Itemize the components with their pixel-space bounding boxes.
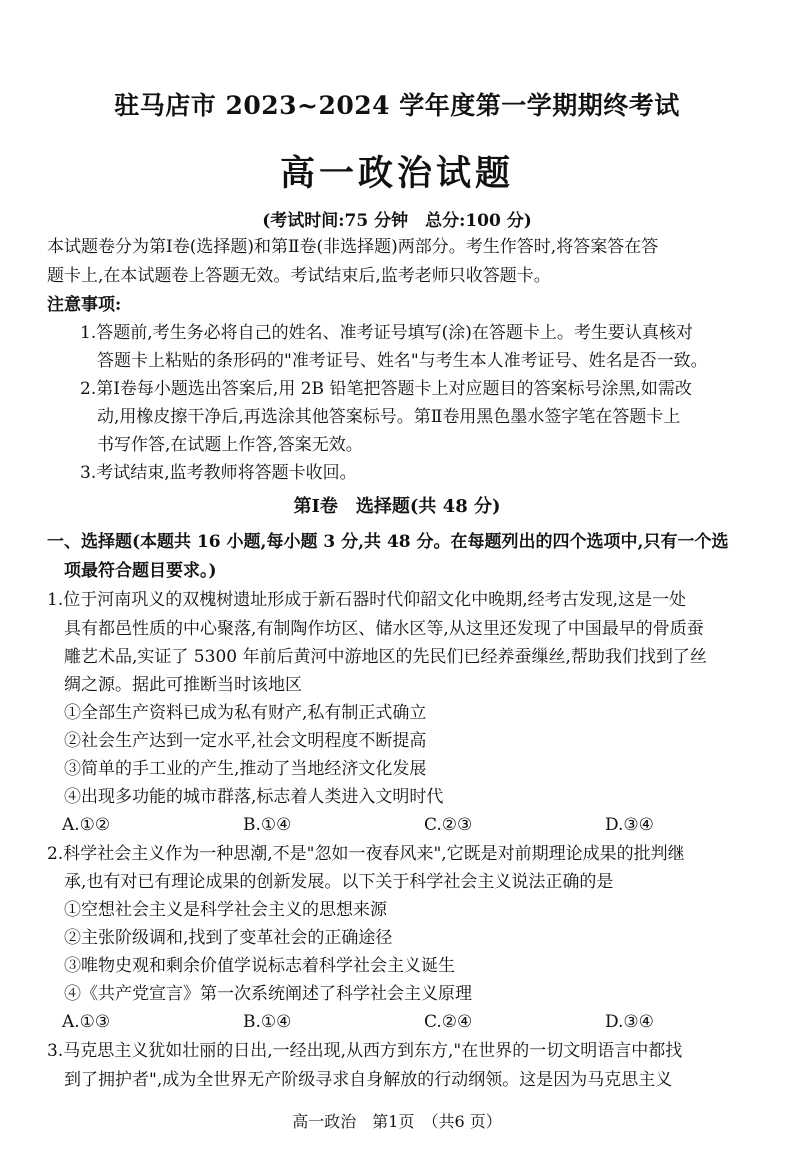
option-c: C.②③ <box>424 815 473 835</box>
section-instruction: 项最符合题目要求。) <box>64 561 217 581</box>
intro-line: 题卡上,在本试题卷上答题无效。考试结束后,监考老师只收答题卡。 <box>47 266 551 286</box>
question-stem: 2.科学社会主义作为一种思潮,不是"忽如一夜春风来",它既是对前期理论成果的批判继 <box>47 844 685 864</box>
section-title: 第Ⅰ卷 选择题(共 48 分) <box>293 496 501 517</box>
notice-heading: 注意事项: <box>47 295 122 315</box>
question-item: ①全部生产资料已成为私有财产,私有制正式确立 <box>64 703 427 723</box>
section-instruction: 一、选择题(本题共 16 小题,每小题 3 分,共 48 分。在每题列出的四个选项中,只有一个选 <box>47 532 729 552</box>
question-stem: 具有都邑性质的中心聚落,有制陶作坊区、储水区等,从这里还发现了中国最早的骨质蚕 <box>64 619 704 639</box>
question-stem: 1.位于河南巩义的双槐树遗址形成于新石器时代仰韶文化中晚期,经考古发现,这是一处 <box>47 590 687 610</box>
option-d: D.③④ <box>605 1012 654 1032</box>
option-a: A.①③ <box>62 1012 111 1032</box>
option-a: A.①② <box>62 815 111 835</box>
answer-options <box>62 1012 702 1034</box>
question-item: ②社会生产达到一定水平,社会文明程度不断提高 <box>64 731 427 751</box>
question-stem: 绸之源。据此可推断当时该地区 <box>64 675 302 695</box>
question-item: ③唯物史观和剩余价值学说标志着科学社会主义诞生 <box>64 956 455 976</box>
question-stem: 3.马克思主义犹如壮丽的日出,一经出现,从西方到东方,"在世界的一切文明语言中都找 <box>47 1041 683 1061</box>
notice-line: 2.第Ⅰ卷每小题选出答案后,用 2B 铅笔把答题卡上对应题目的答案标号涂黑,如需改 <box>80 379 692 399</box>
question-stem: 雕艺术品,实证了 5300 年前后黄河中游地区的先民们已经养蚕缫丝,帮助我们找到了丝 <box>64 647 707 667</box>
page-footer: 高一政治 第1页 （共6 页） <box>292 1112 502 1131</box>
intro-line: 本试题卷分为第Ⅰ卷(选择题)和第Ⅱ卷(非选择题)两部分。考生作答时,将答案答在答 <box>47 237 659 257</box>
question-item: ④《共产党宣言》第一次系统阐述了科学社会主义原理 <box>64 984 472 1004</box>
notice-line: 3.考试结束,监考教师将答题卡收回。 <box>80 463 357 483</box>
exam-info: (考试时间:75 分钟 总分:100 分) <box>262 211 532 231</box>
exam-title: 驻马店市 2023~2024 学年度第一学期期终考试 <box>114 91 680 120</box>
option-c: C.②④ <box>424 1012 473 1032</box>
subject-title: 高一政治试题 <box>279 153 514 194</box>
question-item: ②主张阶级调和,找到了变革社会的正确途径 <box>64 928 393 948</box>
notice-line: 1.答题前,考生务必将自己的姓名、准考证号填写(涂)在答题卡上。考生要认真核对 <box>80 323 693 343</box>
notice-line: 答题卡上粘贴的条形码的"准考证号、姓名"与考生本人准考证号、姓名是否一致。 <box>97 351 708 371</box>
notice-line: 动,用橡皮擦干净后,再选涂其他答案标号。第Ⅱ卷用黑色墨水签字笔在答题卡上 <box>97 407 681 427</box>
question-item: ③简单的手工业的产生,推动了当地经济文化发展 <box>64 759 427 779</box>
answer-options <box>62 815 702 837</box>
option-b: B.①④ <box>243 815 292 835</box>
option-d: D.③④ <box>605 815 654 835</box>
notice-line: 书写作答,在试题上作答,答案无效。 <box>97 435 363 455</box>
question-item: ④出现多功能的城市群落,标志着人类进入文明时代 <box>64 787 444 807</box>
question-stem: 承,也有对已有理论成果的创新发展。以下关于科学社会主义说法正确的是 <box>64 872 614 892</box>
option-b: B.①④ <box>243 1012 292 1032</box>
question-item: ①空想社会主义是科学社会主义的思想来源 <box>64 900 387 920</box>
question-stem: 到了拥护者",成为全世界无产阶级寻求自身解放的行动纲领。这是因为马克思主义 <box>64 1070 673 1090</box>
